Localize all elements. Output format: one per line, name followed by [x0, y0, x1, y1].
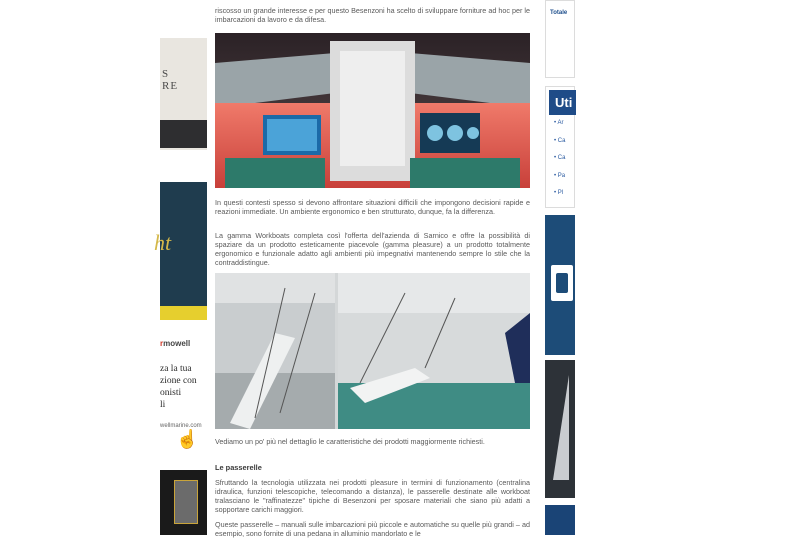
article-paragraph-2: La gamma Workboats completa così l'offerta dell'azienda di Sarnico e offre la possibilità di spaziare da un prodotto esteticamente piacevole (gamma pleasure) a un prodotto totalmente ergonomico e funzionale adatto agli ambienti più impegnativi mantenendo sempre lo stile che la contraddistingue.	[215, 231, 530, 267]
ad-dark-band	[160, 120, 207, 148]
article-paragraph-3: Vediamo un po' più nel dettaglio le caratteristiche dei prodotti maggiormente richiesti.	[215, 437, 485, 446]
useful-link[interactable]: • Ca	[554, 155, 565, 173]
gangway-photos	[215, 273, 530, 429]
pointer-hand-icon: ☝	[176, 429, 199, 449]
useful-links-box	[545, 86, 575, 208]
useful-link[interactable]: • Pa	[554, 173, 565, 191]
ad-script-text: ht	[154, 230, 172, 255]
sidebar-ad-sailboat[interactable]	[545, 360, 575, 498]
article-paragraph-4: Sfruttando la tecnologia utilizzata nei prodotti pleasure in termini di funzionamento (centralina idraulica, funzioni telescopiche, telecomando a distanza), le passerelle destinate alle workboat tralasciano le "raffinatezze" tipiche di Besenzoni per sposare materiali che siano più adatti a sopportare carichi maggiori.	[215, 478, 530, 514]
stats-label: Totale	[550, 10, 568, 16]
ad-text: S RE	[162, 68, 179, 92]
ad-product-image	[174, 480, 198, 524]
app-icon	[551, 265, 573, 301]
article-body	[215, 0, 530, 538]
left-sidebar	[154, 0, 207, 535]
sidebar-ad-bottom[interactable]	[545, 505, 575, 535]
article-paragraph-intro: riscosso un grande interesse e per questo Besenzoni ha scelto di sviluppare forniture ad hoc per le imbarcazioni da lavoro e da difesa.	[215, 6, 530, 24]
sidebar-ad-script-banner[interactable]	[154, 182, 207, 320]
sidebar-ad-blue[interactable]	[545, 215, 575, 355]
right-sidebar	[545, 0, 575, 535]
useful-link[interactable]: • Pl	[554, 190, 565, 208]
sail-image	[553, 375, 569, 480]
ad-copy: za la tua zione con onisti li	[160, 364, 197, 410]
useful-links-heading: Uti	[549, 90, 576, 115]
ad-brand-logo: rmowell	[160, 339, 191, 348]
ad-url: wellmarine.com	[160, 423, 202, 429]
sidebar-ad-dark[interactable]	[160, 470, 207, 535]
ad-yellow-band	[160, 306, 207, 320]
article-paragraph-5: Queste passerelle – manuali sulle imbarcazioni più piccole e automatiche su quelle più grandi – ad esempio, sono fornite di una pedana in alluminio mandorlato e le	[215, 520, 530, 538]
article-paragraph-1: In questi contesti spesso si devono affrontare situazioni difficili che impongono decisioni rapide e reazioni immediate. Un ambiente ergonomico e ben strutturato, dunque, fa la differenza.	[215, 198, 530, 216]
useful-links-list	[554, 120, 565, 208]
sidebar-stats-box	[545, 0, 575, 78]
workboat-bridge-photo	[215, 33, 530, 188]
sidebar-ad-thermowell[interactable]	[160, 333, 207, 458]
useful-link[interactable]: • Ca	[554, 138, 565, 156]
useful-link[interactable]: • Ar	[554, 120, 565, 138]
section-subtitle: Le passerelle	[215, 463, 262, 472]
sidebar-ad-yacht-interior[interactable]	[160, 38, 207, 150]
